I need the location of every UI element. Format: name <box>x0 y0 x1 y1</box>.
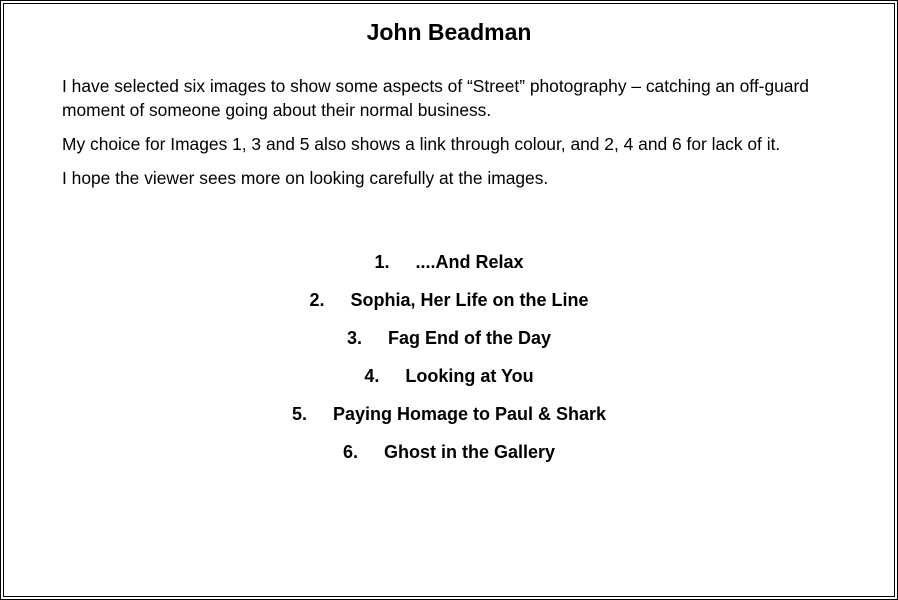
intro-paragraph: I hope the viewer sees more on looking carefully at the images. <box>62 168 549 188</box>
list-item <box>0 440 898 478</box>
list-item-title: ....And Relax <box>415 252 524 272</box>
list-item-number: 5. <box>291 404 307 424</box>
intro-paragraph: I have selected six images to show some aspects of “Street” photography – catching an off-guard moment of someone going about their normal business. <box>62 76 809 120</box>
list-item-title: Fag End of the Day <box>388 328 552 348</box>
list-item <box>0 250 898 288</box>
page-title: John Beadman <box>366 19 532 45</box>
list-item-title: Looking at You <box>405 366 534 386</box>
list-item <box>0 364 898 402</box>
list-item <box>0 326 898 364</box>
list-item <box>0 402 898 440</box>
list-item-title: Ghost in the Gallery <box>383 442 556 462</box>
list-item-title: Paying Homage to Paul & Shark <box>332 404 607 424</box>
list-item-number: 4. <box>364 366 380 386</box>
image-title-list <box>0 250 898 478</box>
list-item-number: 1. <box>374 252 390 272</box>
intro-text <box>62 74 862 200</box>
list-item <box>0 288 898 326</box>
intro-paragraph: My choice for Images 1, 3 and 5 also shows a link through colour, and 2, 4 and 6 for lack of it. <box>62 134 781 154</box>
list-item-number: 6. <box>342 442 358 462</box>
list-item-title: Sophia, Her Life on the Line <box>350 290 589 310</box>
list-item-number: 3. <box>346 328 362 348</box>
list-item-number: 2. <box>309 290 325 310</box>
